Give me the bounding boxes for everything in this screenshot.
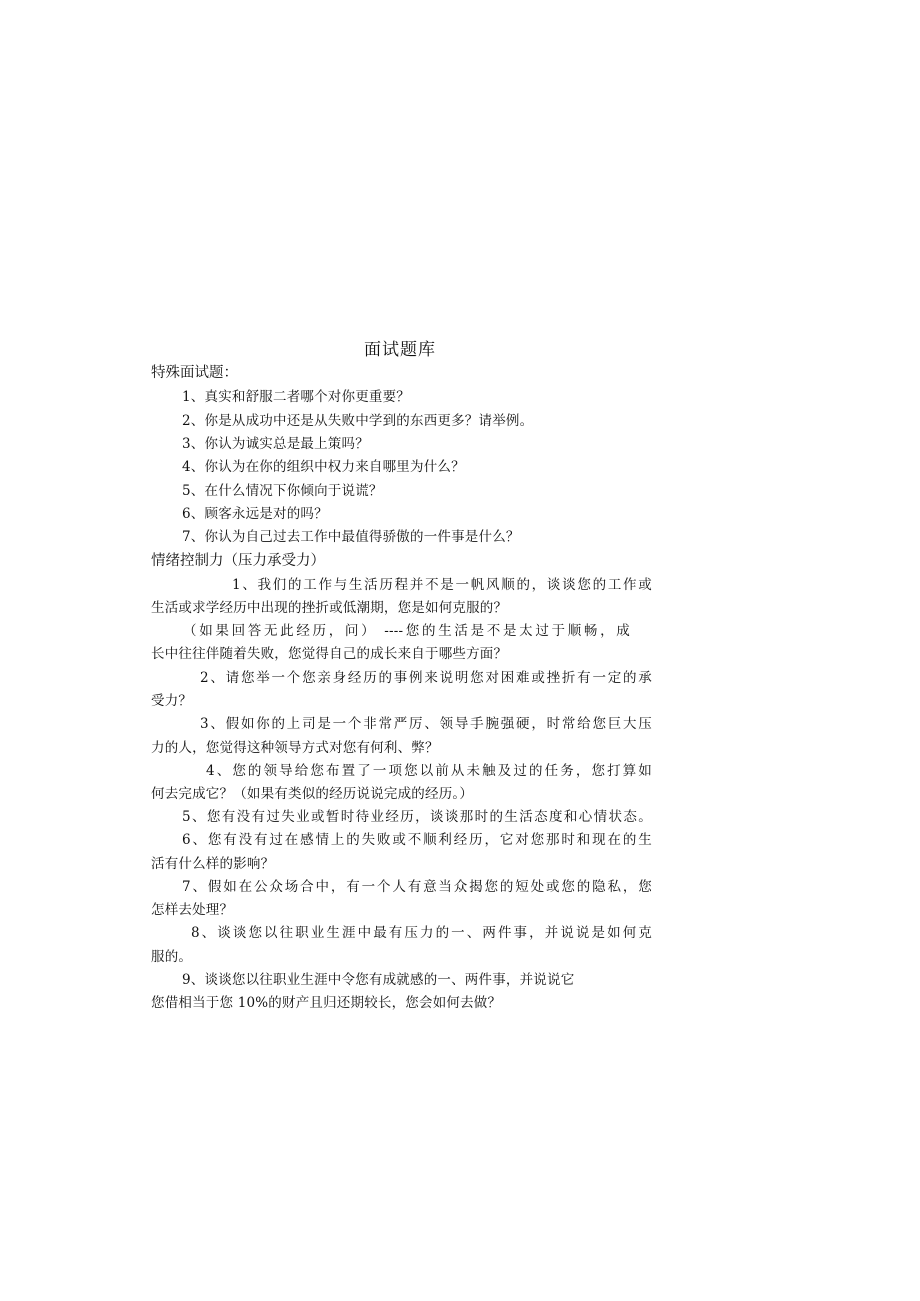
paragraph-line: 长中往往伴随着失败，您觉得自己的成长来自于哪些方面？	[151, 646, 508, 662]
question-item: 3、你认为诚实总是最上策吗？	[182, 436, 369, 452]
paragraph-line: 8、谈谈您以往职业生涯中最有压力的一、两件事，并说说是如何克	[191, 925, 652, 941]
paragraph-line: 您借相当于您 10%的财产且归还期较长，您会如何去做？	[151, 995, 502, 1011]
paragraph-line: 生活或求学经历中出现的挫折或低潮期，您是如何克服的？	[151, 600, 508, 616]
paragraph-line: 3、假如你的上司是一个非常严厉、领导手腕强硬，时常给您巨大压	[200, 716, 652, 732]
paragraph-line: 2、请您举一个您亲身经历的事例来说明您对困难或挫折有一定的承	[200, 670, 652, 686]
paragraph-line: 服的。	[151, 949, 193, 965]
question-item: 7、你认为自己过去工作中最值得骄傲的一件事是什么？	[182, 529, 520, 545]
section-heading-emotional-control: 情绪控制力（压力承受力）	[151, 553, 325, 569]
question-item: 5、在什么情况下你倾向于说谎？	[182, 483, 383, 499]
question-item: 1、真实和舒服二者哪个对你更重要？	[182, 389, 410, 405]
paragraph-line: 怎样去处理？	[151, 902, 234, 918]
document-title: 面试题库	[364, 340, 436, 360]
paragraph-line: 活有什么样的影响？	[151, 856, 275, 872]
question-item: 2、你是从成功中还是从失败中学到的东西更多？请举例。	[182, 413, 534, 429]
question-item: 4、你认为在你的组织中权力来自哪里为什么？	[182, 459, 465, 475]
paragraph-line: 5、您有没有过失业或暂时待业经历，谈谈那时的生活态度和心情状态。	[182, 809, 652, 825]
paragraph-line: 6、您有没有过在感情上的失败或不顺利经历，它对您那时和现在的生	[182, 832, 652, 848]
paragraph-line: 9、谈谈您以往职业生涯中令您有成就感的一、两件事，并说说它	[182, 972, 575, 988]
paragraph-line: 何去完成它？（如果有类似的经历说说完成的经历。）	[151, 786, 474, 802]
paragraph-line: （如果回答无此经历，问） ----您的生活是不是太过于顺畅，成	[183, 623, 630, 639]
paragraph-line: 4、您的领导给您布置了一项您以前从未触及过的任务，您打算如	[206, 763, 652, 779]
paragraph-line: 7、假如在公众场合中，有一个人有意当众揭您的短处或您的隐私，您	[182, 879, 652, 895]
paragraph-line: 1、我们的工作与生活历程并不是一帆风顺的，谈谈您的工作或	[232, 577, 652, 593]
question-item: 6、顾客永远是对的吗？	[182, 506, 328, 522]
paragraph-line: 力的人，您觉得这种领导方式对您有何利、弊？	[151, 740, 439, 756]
section-heading-special-questions: 特殊面试题：	[151, 365, 238, 381]
paragraph-line: 受力？	[151, 693, 193, 709]
